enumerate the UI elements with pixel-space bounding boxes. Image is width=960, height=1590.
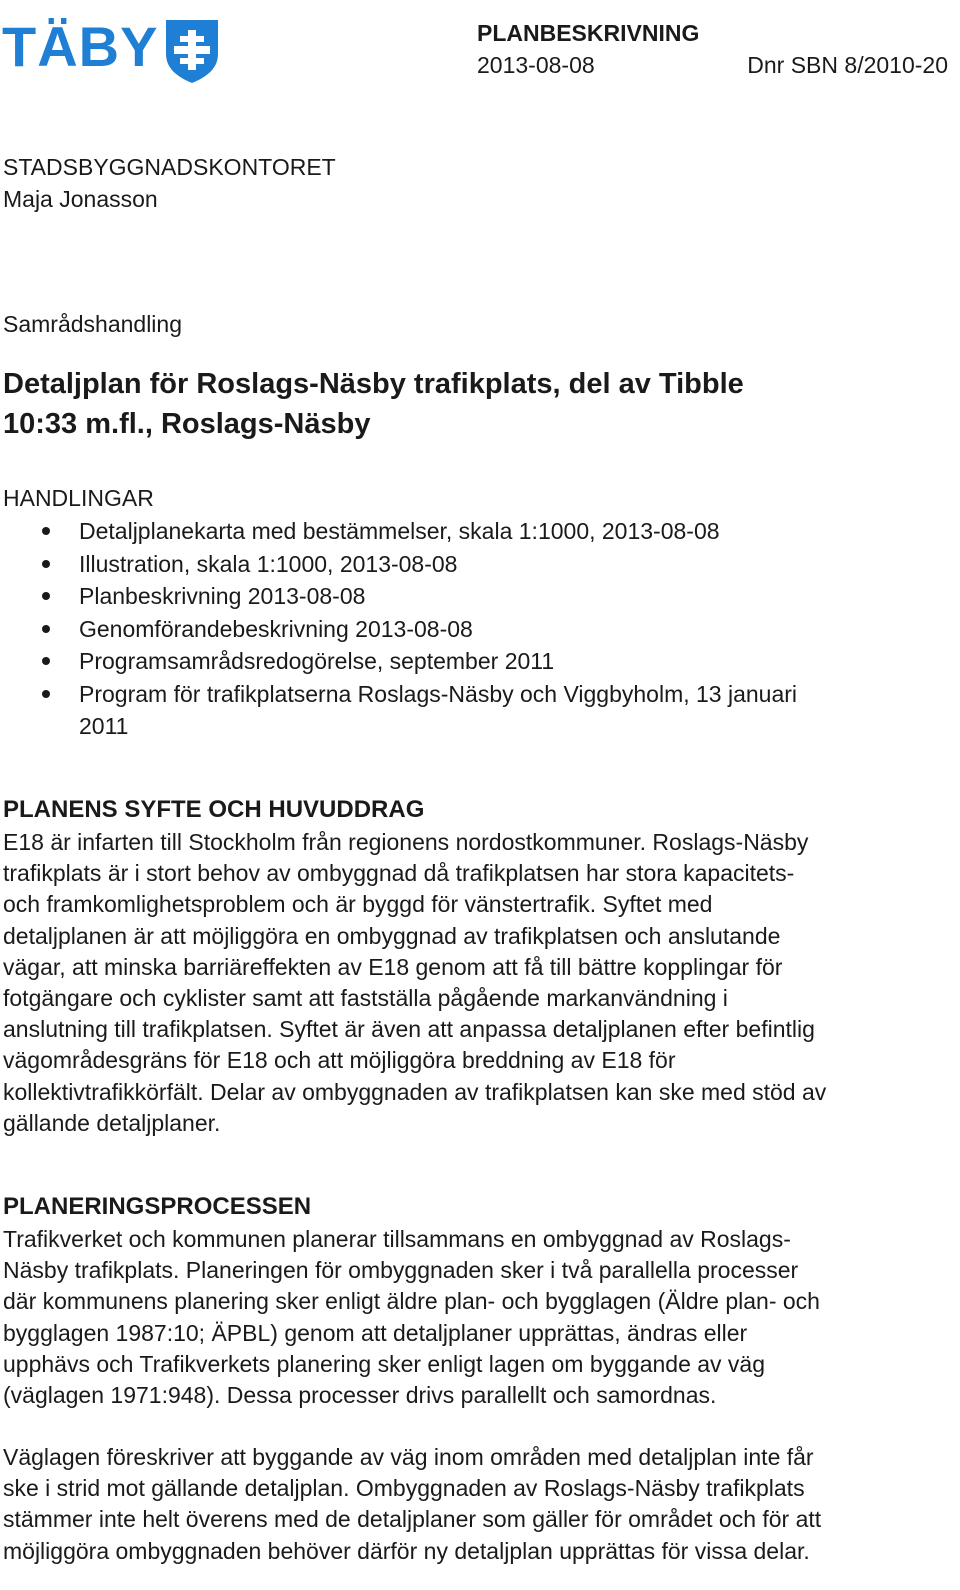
taby-logo <box>2 14 222 84</box>
text-line: där kommunens planering sker enligt äldre plan- och bygglagen (Äldre plan- och <box>3 1288 820 1315</box>
text-line: gällande detaljplaner. <box>3 1109 221 1136</box>
author-name: Maja Jonasson <box>3 186 158 212</box>
list-item: Programsamrådsredogörelse, september 2011 <box>0 645 900 678</box>
list-item: Genomförandebeskrivning 2013-08-08 <box>0 613 900 646</box>
process-paragraph-2 <box>3 1442 821 1567</box>
text-line: E18 är infarten till Stockholm från regionens nordostkommuner. Roslags-Näsby <box>3 829 809 855</box>
text-line: Trafikverket och kommunen planerar tillsammans en ombyggnad av Roslags- <box>3 1226 791 1252</box>
handlingar-heading: HANDLINGAR <box>3 485 154 511</box>
bullet-icon <box>42 657 50 665</box>
text-line: vägar, att minska barriäreffekten av E18 genom att få till bättre kopplingar för <box>3 953 783 980</box>
text-line: anslutning till trafikplatsen. Syftet är även att anpassa detaljplanen efter befintlig <box>3 1016 815 1043</box>
bullet-icon <box>42 560 50 568</box>
document-status: Samrådshandling <box>3 311 183 337</box>
document-type: PLANBESKRIVNING <box>477 20 700 46</box>
text-line: och framkomlighetsproblem och är byggd för vänstertrafik. Syftet med <box>3 891 713 918</box>
text-line: Väglagen föreskriver att byggande av väg inom områden med detaljplan inte får <box>3 1444 814 1470</box>
process-paragraph-1 <box>3 1224 820 1411</box>
text-line: Näsby trafikplats. Planeringen för ombyggnaden sker i två parallella processer <box>3 1257 799 1284</box>
bullet-icon <box>42 625 50 633</box>
text-line: upphävs och Trafikverkets planering sker enligt lagen om byggande av väg <box>3 1350 766 1377</box>
list-item: Illustration, skala 1:1000, 2013-08-08 <box>0 548 900 581</box>
handlingar-list <box>0 515 900 743</box>
document-dnr: Dnr SBN 8/2010-20 <box>747 52 948 78</box>
text-line: stämmer inte helt överens med de detaljplaner som gäller för området och för att <box>3 1506 822 1533</box>
list-item: Detaljplanekarta med bestämmelser, skala 1:1000, 2013-08-08 <box>0 515 900 548</box>
document-date: 2013-08-08 <box>477 52 595 78</box>
list-item-continuation: 2011 <box>79 713 129 739</box>
text-line: ske i strid mot gällande detaljplan. Ombyggnaden av Roslags-Näsby trafikplats <box>3 1475 805 1502</box>
bullet-icon <box>42 690 50 698</box>
text-line: bygglagen 1987:10; ÄPBL) genom att detaljplaner upprättas, ändras eller <box>3 1319 748 1346</box>
title-line: 10:33 m.fl., Roslags-Näsby <box>3 408 371 440</box>
list-item: Program för trafikplatserna Roslags-Näsby och Viggbyholm, 13 januari <box>0 678 900 711</box>
title-line: Detaljplan för Roslags-Näsby trafikplats, del av Tibble <box>3 368 744 400</box>
text-line: trafikplats är i stort behov av ombyggnad då trafikplatsen har stora kapacitets- <box>3 860 795 887</box>
syfte-heading: PLANENS SYFTE OCH HUVUDDRAG <box>3 796 425 823</box>
shield-icon <box>166 20 218 83</box>
logo-text: TÄBY <box>2 15 159 78</box>
text-line: vägområdesgräns för E18 och att möjliggöra breddning av E18 för <box>3 1047 676 1074</box>
text-line: detaljplanen är att möjliggöra en ombyggnad av trafikplatsen och anslutande <box>3 922 781 949</box>
syfte-paragraph <box>3 827 826 1139</box>
process-heading: PLANERINGSPROCESSEN <box>3 1193 312 1220</box>
list-item: Planbeskrivning 2013-08-08 <box>0 580 900 613</box>
text-line: (väglagen 1971:948). Dessa processer drivs parallellt och samordnas. <box>3 1382 717 1409</box>
document-title <box>3 364 903 444</box>
text-line: fotgängare och cyklister samt att fastställa pågående markanvändning i <box>3 985 728 1012</box>
text-line: möjliggöra ombyggnaden behöver därför ny detaljplan upprättas för vissa delar. <box>3 1537 810 1564</box>
bullet-icon <box>42 527 50 535</box>
text-line: kollektivtrafikkörfält. Delar av ombyggnaden av trafikplatsen kan ske med stöd av <box>3 1078 827 1105</box>
office-name: STADSBYGGNADSKONTORET <box>3 154 336 180</box>
bullet-icon <box>42 592 50 600</box>
